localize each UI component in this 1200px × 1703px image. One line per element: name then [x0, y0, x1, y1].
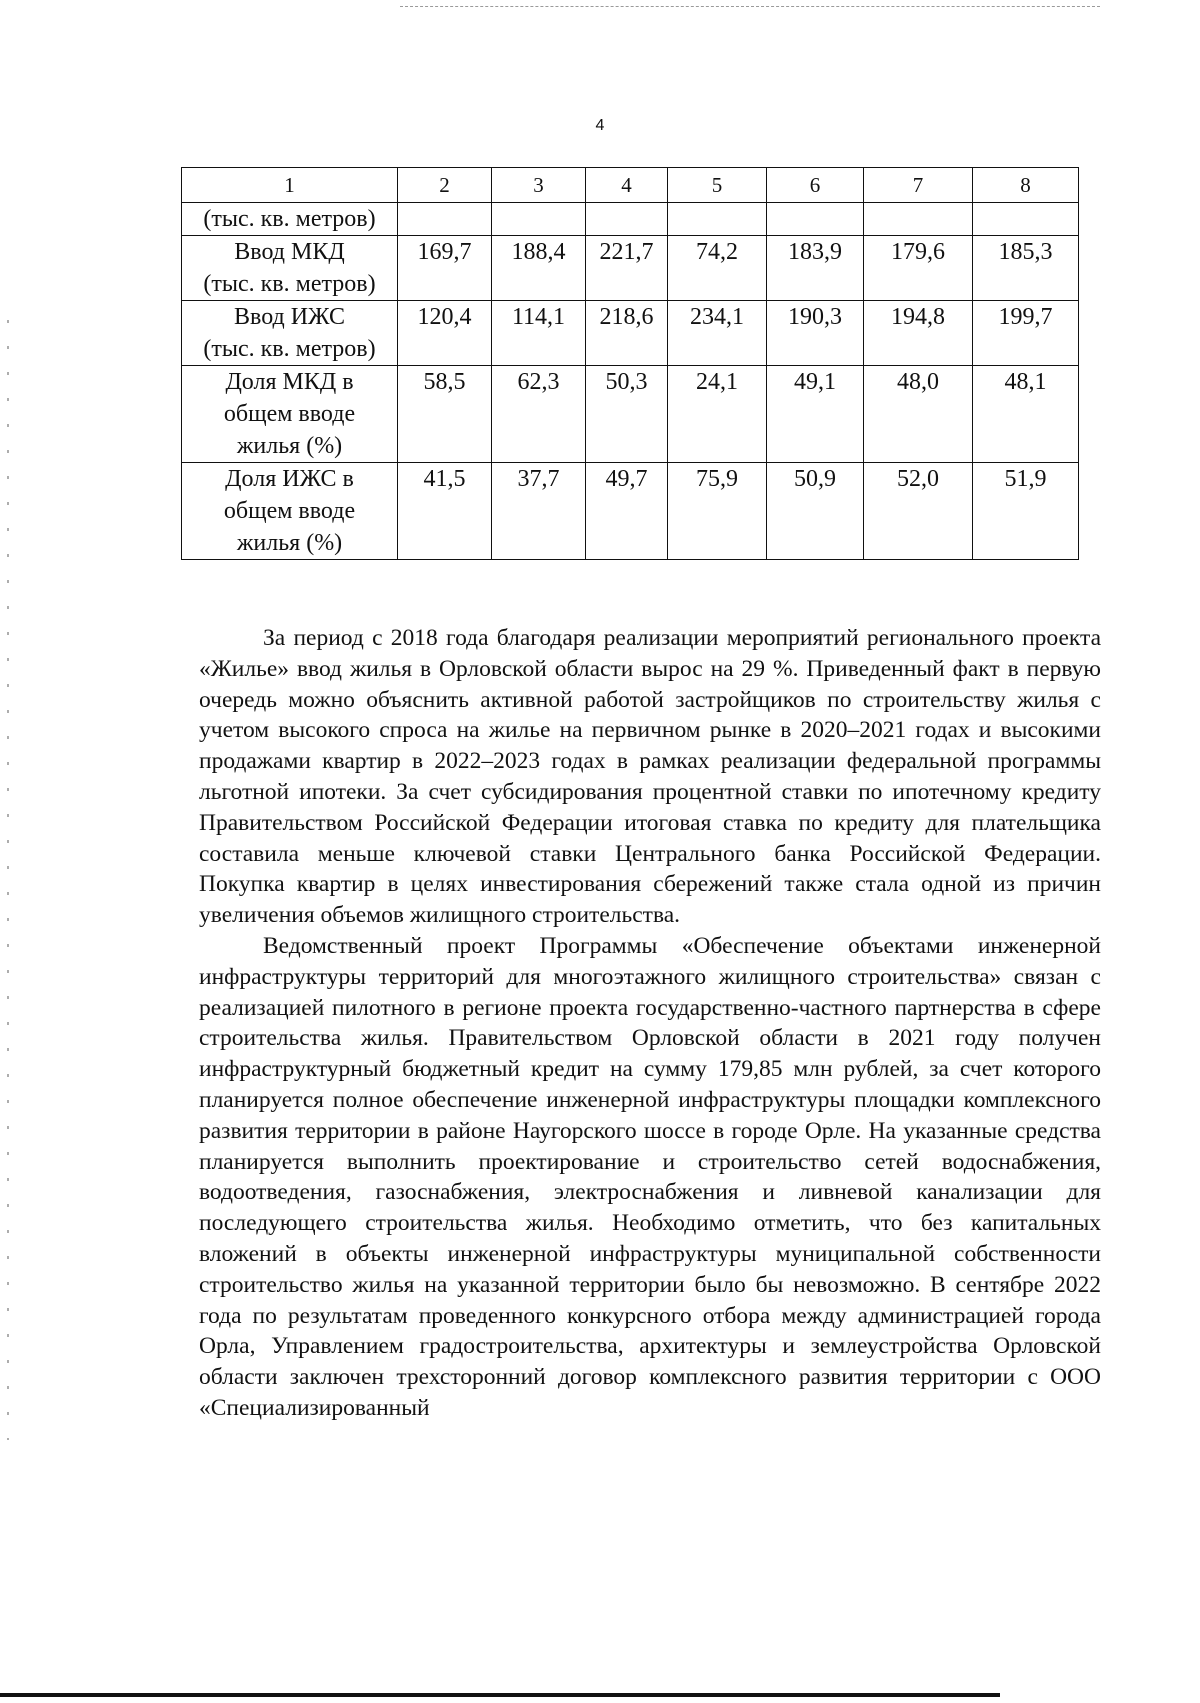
table-cell	[586, 203, 668, 236]
column-number-6: 6	[767, 168, 864, 203]
table-cell: 114,1	[492, 301, 586, 366]
scan-top-rule	[400, 6, 1100, 7]
table-cell	[492, 203, 586, 236]
paragraph-infrastructure-project: Ведомственный проект Программы «Обеспечение объектами инженерной инфраструктуры территорий для многоэтажного жилищного строительства» связан с реализацией пилотного в регионе проекта государственно-частного партнерства в сфере строительства жилья. Правительством Орловской области в 2021 году получен инфраструктурный бюджетный кредит на сумму 179,85 млн рублей, за счет которого планируется полное обеспечение инженерной инфраструктуры площадки комплексного развития территории в районе Наугорского шоссе в городе Орле. На указанные средства планируется выполнить проектирование и строительство сетей водоснабжения, водоотведения, газоснабжения, электроснабжения и ливневой канализации для последующего строительства жилья. Необходимо отметить, что без капитальных вложений в объекты инженерной инфраструктуры муниципальной собственности строительство жилья на указанной территории было бы невозможно. В сентябре 2022 года по результатам проведенного конкурсного отбора между администрацией города Орла, Управлением градостроительства, архитектуры и землеустройства Орловской области заключен трехсторонний договор комплексного развития территории с ООО «Специализированный	[199, 932, 1101, 1421]
table-row	[182, 463, 1079, 560]
document-body	[199, 623, 1101, 1424]
table-cell: 62,3	[492, 366, 586, 463]
column-number-7: 7	[864, 168, 973, 203]
row-label: (тыс. кв. метров)	[182, 203, 398, 236]
column-number-2: 2	[398, 168, 492, 203]
table-cell: 75,9	[668, 463, 767, 560]
column-number-8: 8	[973, 168, 1079, 203]
table-cell: 179,6	[864, 236, 973, 301]
table-cell: 50,3	[586, 366, 668, 463]
table-cell: 50,9	[767, 463, 864, 560]
table-cell: 37,7	[492, 463, 586, 560]
column-number-3: 3	[492, 168, 586, 203]
row-label: Ввод МКД (тыс. кв. метров)	[182, 236, 398, 301]
table-cell: 194,8	[864, 301, 973, 366]
table-row	[182, 301, 1079, 366]
table-cell: 49,1	[767, 366, 864, 463]
row-label: Доля МКД в общем вводе жилья (%)	[182, 366, 398, 463]
table-cell: 221,7	[586, 236, 668, 301]
table-cell: 169,7	[398, 236, 492, 301]
table-row	[182, 203, 1079, 236]
housing-statistics-table	[181, 167, 1079, 560]
table-cell: 58,5	[398, 366, 492, 463]
table-cell: 48,0	[864, 366, 973, 463]
table-cell: 218,6	[586, 301, 668, 366]
table-cell: 120,4	[398, 301, 492, 366]
table-cell	[767, 203, 864, 236]
table-cell	[864, 203, 973, 236]
table-cell: 74,2	[668, 236, 767, 301]
page-number: 4	[595, 117, 605, 134]
table-cell: 52,0	[864, 463, 973, 560]
table-cell: 51,9	[973, 463, 1079, 560]
table-cell: 183,9	[767, 236, 864, 301]
column-number-4: 4	[586, 168, 668, 203]
table-cell: 185,3	[973, 236, 1079, 301]
column-number-1: 1	[182, 168, 398, 203]
table-cell: 41,5	[398, 463, 492, 560]
table-cell: 24,1	[668, 366, 767, 463]
table-cell: 49,7	[586, 463, 668, 560]
scan-bottom-rule	[0, 1693, 1000, 1697]
table-cell	[973, 203, 1079, 236]
paragraph-housing-growth: За период с 2018 года благодаря реализации мероприятий регионального проекта «Жилье» ввод жилья в Орловской области вырос на 29 %. Приведенный факт в первую очередь можно объяснить активной работой застройщиков по строительству жилья с учетом высокого спроса на жилье на первичном рынке в 2020–2021 годах и высокими продажами квартир в 2022–2023 годах в рамках реализации федеральной программы льготной ипотеки. За счет субсидирования процентной ставки по ипотечному кредиту Правительством Российской Федерации итоговая ставка по кредиту для плательщика составила меньше ключевой ставки Центрального банка Российской Федерации. Покупка квартир в целях инвестирования сбережений также стала одной из причин увеличения объемов жилищного строительства.	[199, 625, 1101, 929]
column-number-5: 5	[668, 168, 767, 203]
table-cell: 190,3	[767, 301, 864, 366]
scan-margin-marks	[7, 320, 9, 1440]
table-cell: 199,7	[973, 301, 1079, 366]
table-row	[182, 366, 1079, 463]
row-label: Доля ИЖС в общем вводе жилья (%)	[182, 463, 398, 560]
table-cell: 234,1	[668, 301, 767, 366]
table-header-row	[182, 168, 1079, 203]
table-cell	[398, 203, 492, 236]
table-cell	[668, 203, 767, 236]
table-cell: 48,1	[973, 366, 1079, 463]
table-row	[182, 236, 1079, 301]
table-cell: 188,4	[492, 236, 586, 301]
row-label: Ввод ИЖС (тыс. кв. метров)	[182, 301, 398, 366]
